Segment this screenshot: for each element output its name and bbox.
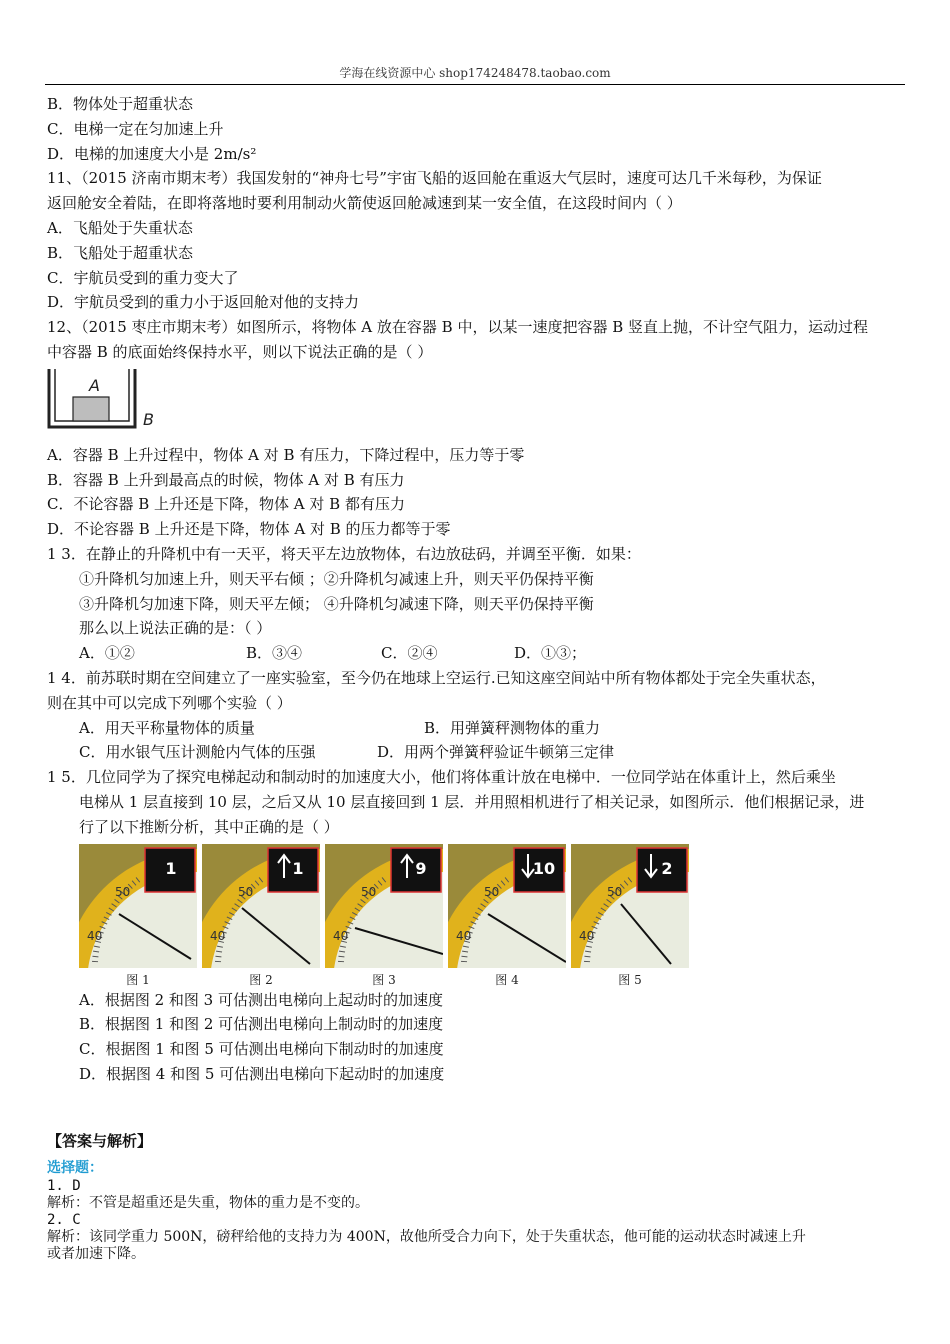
header-divider [45,84,905,85]
label-b: B [143,409,154,429]
q14-option-a: A．用天平称量物体的质量 [79,718,255,737]
q10-option-b: B．物体处于超重状态 [47,95,194,113]
q14-option-b: B．用弹簧秤测物体的重力 [424,718,601,737]
answer-1: 1. D [47,1177,81,1194]
explanation-1: 解析：不管是超重还是失重，物体的重力是不变的。 [47,1194,369,1211]
explanation-2-line2: 或者加速下降。 [47,1245,145,1262]
q15-stem-line2: 电梯从 1 层直接到 10 层，之后又从 10 层直接回到 1 层．并用照相机进行了相关记录，如图所示．他们根据记录，进 [79,792,865,811]
container-diagram [47,365,167,439]
svg-text:40: 40 [87,928,103,943]
svg-text:50: 50 [607,884,623,899]
scale-photo-4 [448,844,566,987]
page-header: 学海在线资源中心 shop174248478.taobao.com [339,66,611,80]
q13-options [47,641,907,666]
photo-caption: 图 5 [618,972,642,987]
q12-option-a: A．容器 B 上升过程中，物体 A 对 B 有压力，下降过程中，压力等于零 [47,445,525,464]
q14-options-row2 [47,740,907,765]
photo-caption: 图 3 [372,972,396,987]
svg-text:1: 1 [292,858,304,878]
q12-container-figure [47,365,907,443]
q13-question: 那么以上说法正确的是：（ ） [79,619,272,638]
q13-option-d: D．①③； [514,644,587,663]
q11-option-a: A．飞船处于失重状态 [47,218,193,237]
q11-option-b: B．飞船处于超重状态 [47,243,194,262]
photo-caption: 图 1 [126,972,150,987]
q14-stem-line2: 则在其中可以完成下列哪个实验（ ） [47,693,292,712]
scale-photo-5 [571,844,689,987]
photo-caption: 图 2 [249,972,273,987]
q15-option-c: C．根据图 1 和图 5 可估测出电梯向下制动时的加速度 [79,1040,444,1059]
scale-photo-3 [325,844,443,987]
svg-text:40: 40 [210,928,226,943]
q14-option-c: C．用水银气压计测舱内气体的压强 [79,743,316,762]
q11-stem-line2: 返回舱安全着陆，在即将落地时要利用制动火箭使返回舱减速到某一安全值，在这段时间内（ ） [47,194,682,213]
label-a: A [89,375,100,395]
q14-options-row1 [47,716,907,741]
photo-caption: 图 4 [495,972,519,987]
q12-option-d: D．不论容器 B 上升还是下降，物体 A 对 B 的压力都等于零 [47,520,451,539]
svg-text:40: 40 [333,928,349,943]
block-a [73,397,109,421]
scale-photo-strip [79,844,907,987]
svg-text:50: 50 [361,884,377,899]
svg-text:9: 9 [415,858,427,878]
q13-statement-1-2: ①升降机匀加速上升，则天平右倾 ；②升降机匀减速上升，则天平仍保持平衡 [79,569,594,588]
q15-option-b: B．根据图 1 和图 2 可估测出电梯向上制动时的加速度 [79,1015,444,1034]
svg-text:40: 40 [456,928,472,943]
document-body [47,92,907,1263]
q14-stem-line1: 1 4．前苏联时期在空间建立了一座实验室，至今仍在地球上空运行.已知这座空间站中所有物体都处于完全失重状态， [47,668,826,687]
answers-title: 【答案与解析】 [47,1131,153,1150]
q12-option-c: C．不论容器 B 上升还是下降，物体 A 对 B 都有压力 [47,495,405,514]
svg-text:50: 50 [238,884,254,899]
q15-stem-line3: 行了以下推断分析，其中正确的是（ ） [79,817,339,836]
q11-option-c: C．宇航员受到的重力变大了 [47,268,239,287]
svg-text:1: 1 [165,858,177,878]
explanation-2-line1: 解析：该同学重力 500N，磅秤给他的支持力为 400N，故他所受合力向下，处于失重状态，他可能的运动状态时减速上升 [47,1228,806,1245]
q11-stem-line1: 11、（2015 济南市期末考）我国发射的“神舟七号”宇宙飞船的返回舱在重返大气层时，速度可达几千米每秒，为保证 [47,169,822,188]
q15-stem-line1: 1 5．几位同学为了探究电梯起动和制动时的加速度大小，他们将体重计放在电梯中．一位同学站在体重计上，然后乘坐 [47,768,836,787]
q14-option-d: D．用两个弹簧秤验证牛顿第三定律 [377,743,615,762]
svg-text:10: 10 [532,858,556,878]
q12-option-b: B．容器 B 上升到最高点的时候，物体 A 对 B 有压力 [47,470,405,489]
q13-statement-3-4: ③升降机匀加速下降，则天平左倾； ④升降机匀减速下降，则天平仍保持平衡 [79,594,594,613]
q13-stem: 1 3．在静止的升降机中有一天平，将天平左边放物体，右边放砝码，并调至平衡．如果： [47,544,641,563]
answer-2: 2. C [47,1211,81,1228]
q10-option-d: D．电梯的加速度大小是 2m/s² [47,144,257,163]
q15-option-a: A．根据图 2 和图 3 可估测出电梯向上起动时的加速度 [79,990,443,1009]
svg-text:50: 50 [115,884,131,899]
svg-text:2: 2 [661,858,673,878]
answers-subtitle: 选择题： [47,1159,103,1176]
q12-stem-line2: 中容器 B 的底面始终保持水平，则以下说法正确的是（ ） [47,342,433,361]
q11-option-d: D．宇航员受到的重力小于返回舱对他的支持力 [47,293,360,312]
q15-option-d: D．根据图 4 和图 5 可估测出电梯向下起动时的加速度 [79,1064,445,1083]
q10-option-c: C．电梯一定在匀加速上升 [47,119,224,138]
q13-option-b: B．③④ [246,644,303,663]
q13-option-c: C．②④ [381,644,438,663]
scale-photo-1 [79,844,197,987]
svg-text:40: 40 [579,928,595,943]
scale-photo-2 [202,844,320,987]
q12-stem-line1: 12、（2015 枣庄市期末考）如图所示，将物体 A 放在容器 B 中，以某一速度把容器 B 竖直上抛，不计空气阻力，运动过程 [47,318,869,337]
q13-option-a: A．①② [79,644,135,663]
svg-text:50: 50 [484,884,500,899]
